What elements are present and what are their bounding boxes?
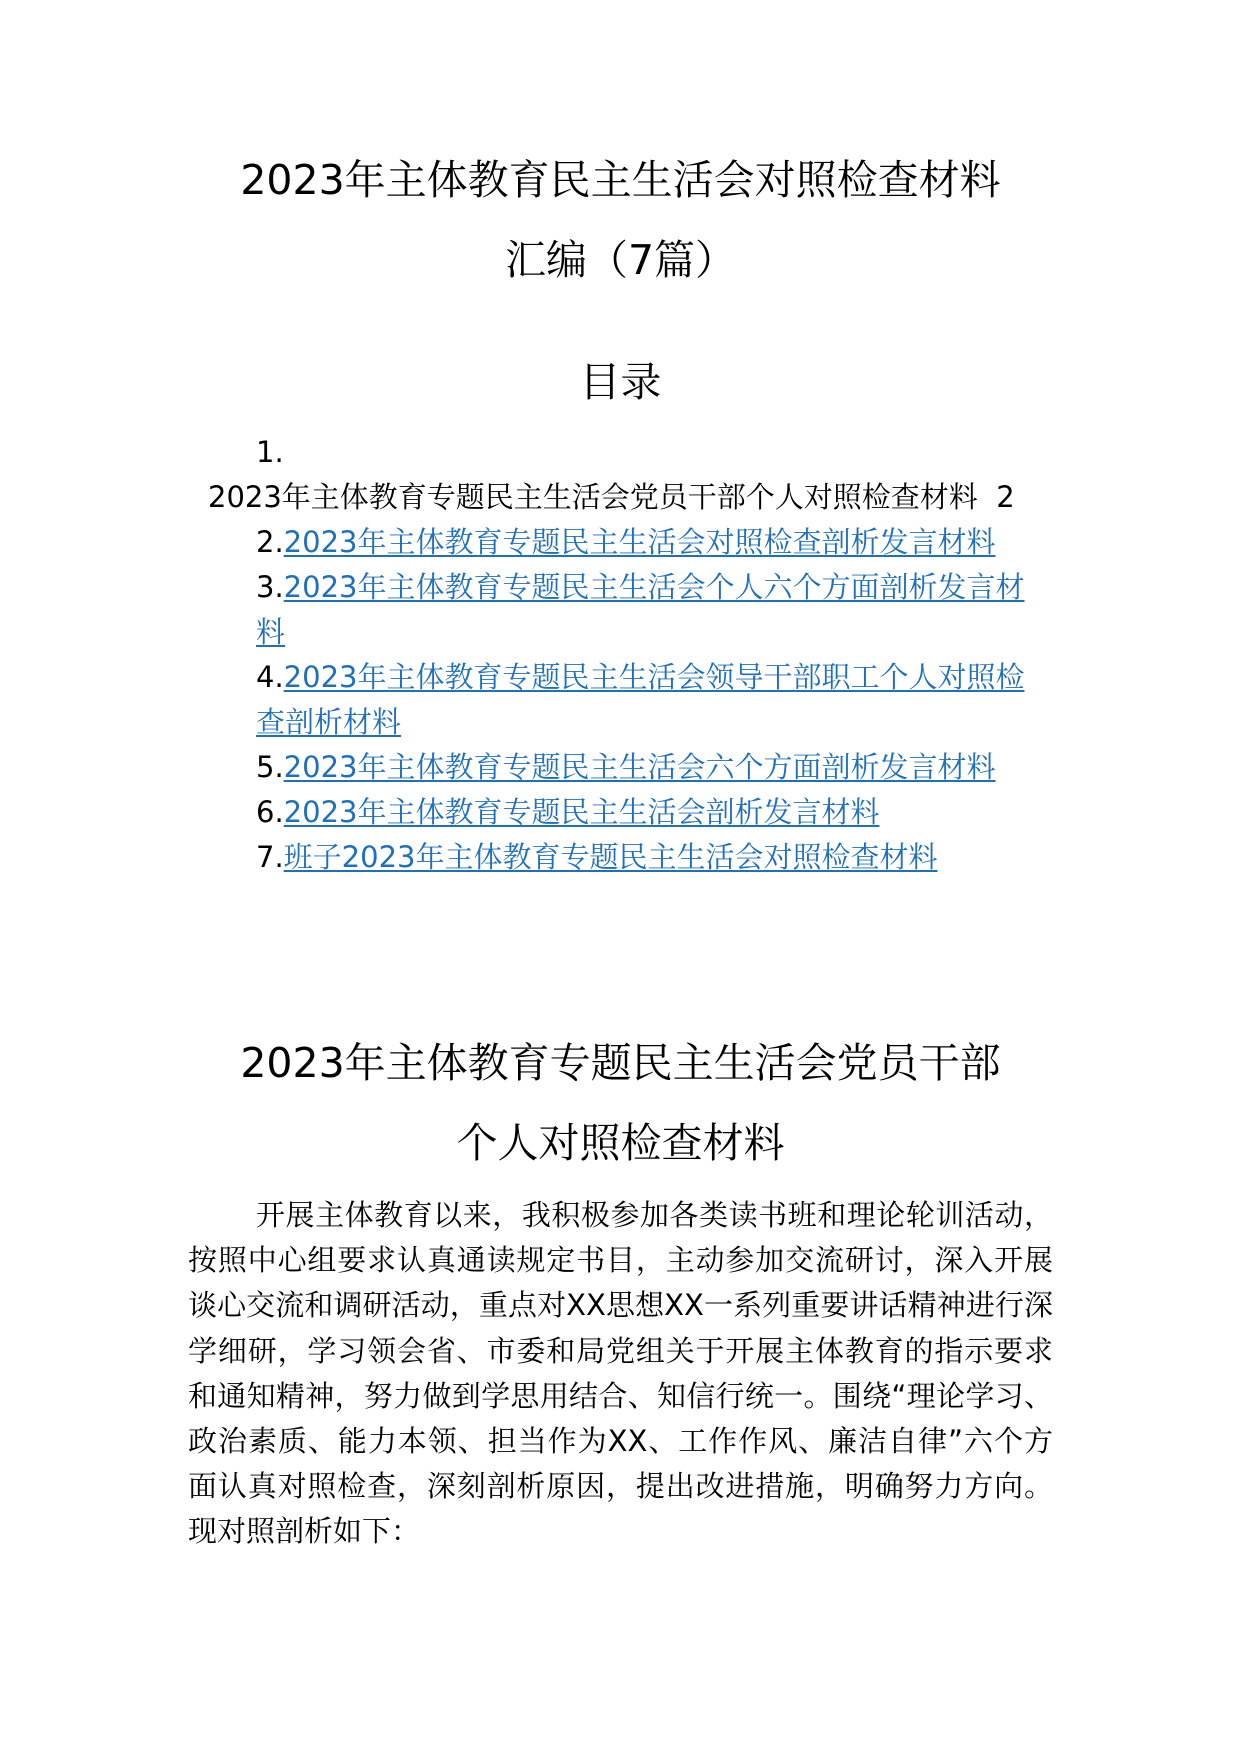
toc-link[interactable]: 2023年主体教育专题民主生活会领导干部职工个人对照检查剖析材料: [256, 660, 1025, 739]
toc-item-4[interactable]: [188, 655, 1053, 745]
toc-item-7[interactable]: [188, 835, 1053, 880]
toc-link[interactable]: 2023年主体教育专题民主生活会个人六个方面剖析发言材料: [256, 570, 1025, 649]
document-title-line2: 汇编（7篇）: [504, 236, 737, 284]
toc-item-3[interactable]: [188, 565, 1053, 655]
toc-item-2[interactable]: [188, 520, 1053, 565]
toc-item-number: 7.: [256, 840, 284, 874]
toc-item-page: 2: [996, 480, 1015, 514]
toc-item-number: 1.: [256, 435, 284, 469]
body-paragraph: 开展主体教育以来，我积极参加各类读书班和理论轮训活动，按照中心组要求认真通读规定书目，主动参加交流研讨，深入开展谈心交流和调研活动，重点对XX思想XX一系列重要讲话精神进行深学细研，学习领会省、市委和局党组关于开展主体教育的指示要求和通知精神，努力做到学思用结合、知信行统一。围绕“理论学习、政治素质、能力本领、担当作为XX、工作作风、廉洁自律”六个方面认真对照检查，深刻剖析原因，提出改进措施，明确努力方向。现对照剖析如下：: [188, 1198, 1053, 1549]
toc-item-number: 6.: [256, 795, 284, 829]
toc-item-6[interactable]: [188, 790, 1053, 835]
toc-item-text: 2023年主体教育专题民主生活会党员干部个人对照检查材料: [208, 480, 978, 514]
toc-item-number: 5.: [256, 750, 284, 784]
toc-link[interactable]: 2023年主体教育专题民主生活会对照检查剖析发言材料: [283, 525, 996, 559]
toc-item-5[interactable]: [188, 745, 1053, 790]
toc-link[interactable]: 2023年主体教育专题民主生活会剖析发言材料: [283, 795, 880, 829]
toc-link[interactable]: 2023年主体教育专题民主生活会六个方面剖析发言材料: [283, 750, 996, 784]
toc-item-1[interactable]: [188, 430, 1053, 520]
section-title-line1: 2023年主体教育专题民主生活会党员干部: [240, 1039, 1001, 1087]
table-of-contents: [188, 430, 1053, 880]
section-title-line2: 个人对照检查材料: [456, 1119, 785, 1167]
toc-link[interactable]: 班子2023年主体教育专题民主生活会对照检查材料: [283, 840, 938, 874]
toc-item-number: 4.: [256, 660, 284, 694]
toc-item-number: 3.: [256, 570, 284, 604]
toc-item-number: 2.: [256, 525, 284, 559]
toc-heading: 目录: [579, 358, 662, 406]
document-title-line1: 2023年主体教育民主生活会对照检查材料: [240, 156, 1001, 204]
